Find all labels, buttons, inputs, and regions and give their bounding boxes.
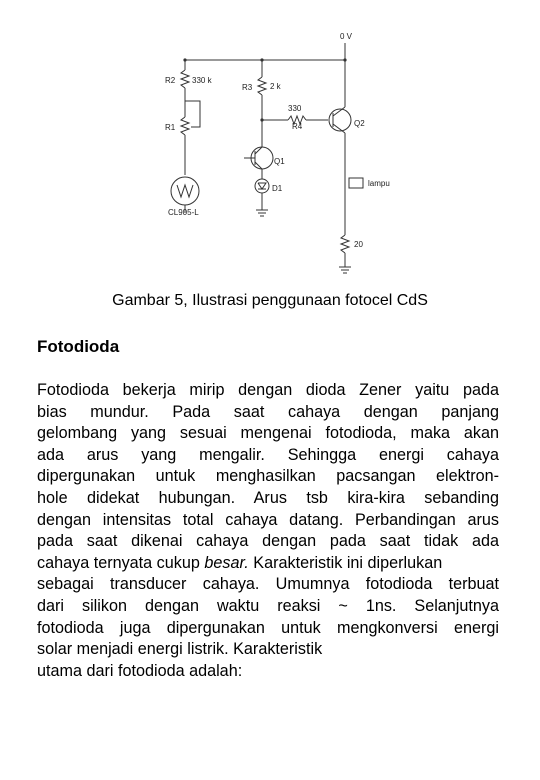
- label-cell: CL905-L: [168, 208, 199, 217]
- figure-caption: Gambar 5, Ilustrasi penggunaan fotocel CdS: [112, 292, 428, 309]
- paragraph-line: dari silikon dengan waktu reaksi ~ 1ns. Selanjutnya: [37, 596, 499, 615]
- label-r2: R2: [165, 76, 176, 85]
- circuit-diagram: [150, 25, 390, 280]
- paragraph-line: gelombang yang sesuai mengenai fotodioda, maka akan: [37, 424, 499, 443]
- paragraph-line: fotodioda juga dipergunakan untuk mengkonversi energi: [37, 618, 499, 637]
- label-r4: R4: [292, 122, 303, 131]
- label-r-bottom-value: 20: [354, 240, 363, 249]
- body-paragraph: [37, 380, 499, 682]
- paragraph-line: hole didekat hubungan. Arus tsb kira-kira sebanding: [37, 488, 499, 507]
- paragraph-line: utama dari fotodioda adalah:: [37, 661, 243, 680]
- line-text: cahaya ternyata cukup: [37, 553, 205, 572]
- emphasized-word: besar.: [204, 553, 249, 572]
- line-text: Karakteristik ini diperlukan: [248, 553, 443, 572]
- paragraph-line: pada saat dikenai cahaya dengan pada saat tidak ada: [37, 532, 499, 551]
- paragraph-line: ada arus yang mengalir. Sehingga energi cahaya: [37, 445, 499, 464]
- label-r4-value: 330: [288, 104, 302, 113]
- paragraph-line: solar menjadi energi listrik. Karakteristik: [37, 640, 323, 659]
- label-lamp: lampu: [368, 179, 390, 188]
- paragraph-line: sebagai transducer cahaya. Umumnya fotodioda terbuat: [37, 575, 499, 594]
- label-q1: Q1: [274, 157, 285, 166]
- label-r3: R3: [242, 83, 253, 92]
- label-r3-value: 2 k: [270, 82, 281, 91]
- label-q2: Q2: [354, 119, 365, 128]
- paragraph-line: [37, 553, 499, 575]
- paragraph-line: bias mundur. Pada saat cahaya dengan panjang: [37, 402, 499, 421]
- label-d1: D1: [272, 184, 283, 193]
- section-heading: Fotodioda: [37, 337, 120, 356]
- paragraph-line: dipergunakan untuk menghasilkan pacsangan elektron-: [37, 467, 499, 486]
- label-r2-value: 330 k: [192, 76, 212, 85]
- paragraph-line: dengan intensitas total cahaya datang. Perbandingan arus: [37, 510, 499, 529]
- paragraph-line: Fotodioda bekerja mirip dengan dioda Zener yaitu pada: [37, 381, 499, 399]
- label-r1: R1: [165, 123, 176, 132]
- label-supply: 0 V: [340, 32, 353, 41]
